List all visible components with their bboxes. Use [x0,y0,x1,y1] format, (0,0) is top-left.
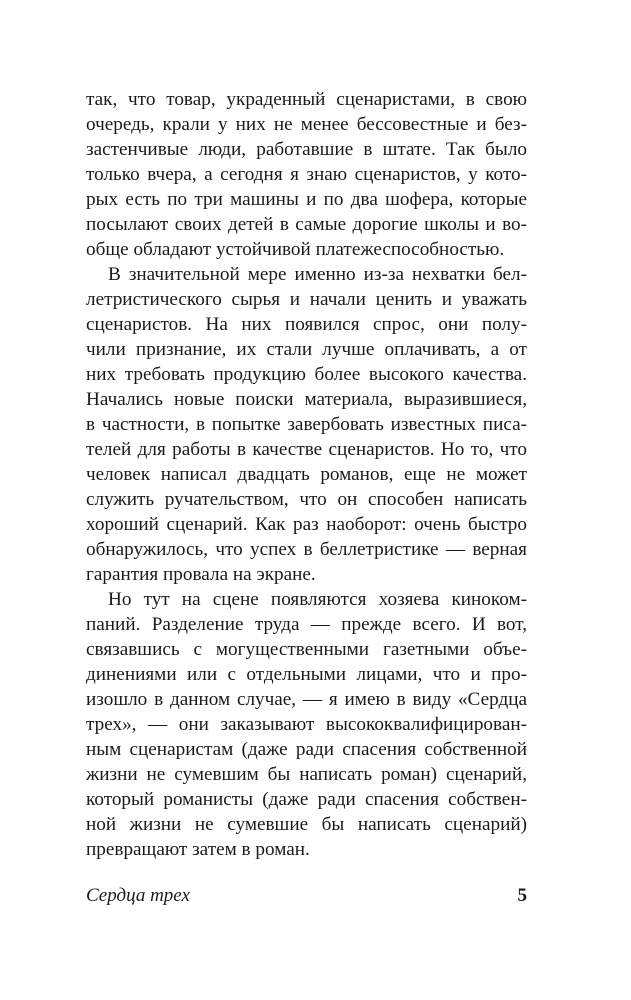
text-line: обще обладают устойчивой платежеспособностью. [86,239,505,260]
text-line: в частности, в попытке завербовать известных писа- [86,414,527,435]
text-line: так, что товар, украденный сценаристами, в свою [86,89,527,110]
text-line: рых есть по три машины и по два шофера, которые [86,189,527,210]
text-line: который романисты (даже ради спасения собствен- [86,789,527,810]
text-line: них требовать продукцию более высокого качества. [86,364,527,385]
text-line: Но тут на сцене появляются хозяева киноком- [108,589,527,610]
text-line: обнаружилось, что успех в беллетристике — верная [86,539,527,560]
paragraph [86,262,527,587]
text-line: ной жизни не сумевшие бы написать сценарий) [86,814,527,835]
text-line: гарантия провала на экране. [86,564,316,585]
paragraph [86,587,527,862]
text-line: динениями или с отдельными лицами, что и про- [86,664,527,685]
text-line: летристического сырья и начали ценить и уважать [86,289,527,310]
text-line: сценаристов. На них появился спрос, они полу- [86,314,527,335]
text-line: превращают затем в роман. [86,839,310,860]
text-line: трех», — они заказывают высококвалифицирован- [86,714,527,735]
text-line: человек написал двадцать романов, еще не может [86,464,527,485]
text-line: хороший сценарий. Как раз наоборот: очень быстро [86,514,527,535]
text-line: В значительной мере именно из-за нехватки бел- [108,264,527,285]
text-line: связавшись с могущественными газетными объе- [86,639,527,660]
body-text [86,87,527,862]
text-line: застенчивые люди, работавшие в штате. Так было [86,139,527,160]
text-line: очередь, крали у них не менее бессовестные и без- [86,114,527,135]
text-line: Начались новые поиски материала, выразившиеся, [86,389,527,410]
text-line: служить ручательством, что он способен написать [86,489,527,510]
paragraph [86,87,527,262]
text-line: изошло в данном случае, — я имею в виду «Сердца [86,689,527,710]
text-line: телей для работы в качестве сценаристов. Но то, что [86,439,527,460]
text-line: только вчера, а сегодня я знаю сценаристов, у кото- [86,164,527,185]
text-line: ным сценаристам (даже ради спасения собственной [86,739,527,760]
text-line: посылают своих детей в самые дорогие школы и во- [86,214,527,235]
text-line: паний. Разделение труда — прежде всего. И вот, [86,614,527,635]
page-footer [86,885,527,910]
text-line: чили признание, их стали лучше оплачивать, а от [86,339,527,360]
page-number: 5 [517,885,527,906]
text-line: жизни не сумевшим бы написать роман) сценарий, [86,764,527,785]
running-title: Сердца трех [86,885,190,906]
